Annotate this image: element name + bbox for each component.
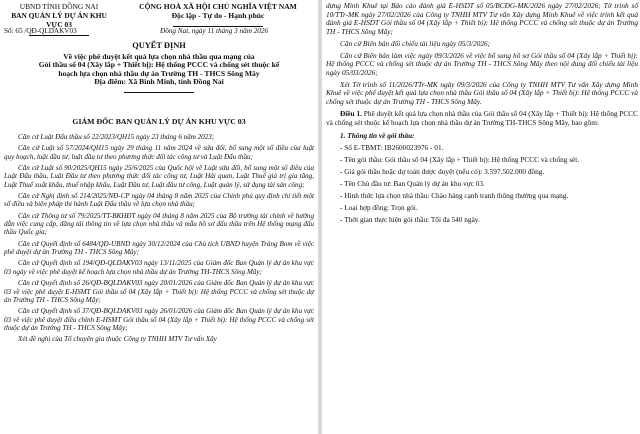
decision-page-2 — [322, 0, 640, 434]
legal-basis-paragraph: Căn cứ Luật Đấu thầu số 22/2023/QH15 ngày 23 tháng 6 năm 2023; — [18, 133, 215, 141]
legal-basis-paragraph: Căn cứ Quyết định số 37/QĐ-BQLDAKV03 ngày 26/01/2026 của Giám đốc Ban Quản lý dự án khu vực 03 về việc phê duyệt điều chỉnh E-HSMT Gói thầu số 04 (Xây lắp + Thiết bị): Hệ thống PCCC và chống sét thuộc dự án Trường TH - THCS Sông Mây; — [4, 307, 314, 332]
title-line-2: Gói thầu số 04 (Xây lắp + Thiết bị): Hệ thống PCCC và chống sét thuộc kế — [38, 60, 280, 70]
director-title: GIÁM ĐỐC BAN QUẢN LÝ DỰ ÁN KHU VỰC 03 — [72, 117, 246, 126]
package-info-item: - Tên Chủ đầu tư: Ban Quản lý dự án khu vực 03. — [340, 179, 485, 189]
package-info-item: - Loại hợp đồng: Trọn gói. — [340, 203, 418, 213]
legal-basis-paragraph: Xét đề nghị của Tổ chuyên gia thuộc Công ty TNHH MTV Tư vấn Xây — [18, 335, 217, 344]
article-text: Phê duyệt kết quả lựa chọn nhà thầu của Gói thầu số 04 (Xây lắp + Thiết bị): Hệ thống PCCC và chống sét thuộc kế hoạch lựa chọn nhà thầu dự án Trường TH-THCS Sông Mây, bao gồm: — [326, 109, 638, 127]
legal-basis-paragraph: Căn cứ Quyết định số 26/QĐ-BQLDAKV03 ngày 20/01/2026 của Giám đốc Ban Quản lý dự án khu vực 03 về việc phê duyệt E-HSMT Gói thầu số 04 (Xây lắp + Thiết bị): Hệ thống PCCC và chống sét thuộc dự án Trường TH - THCS Sông Mây; — [4, 279, 314, 304]
legal-basis-paragraph: Căn cứ Luật số 57/2024/QH15 ngày 29 tháng 11 năm 2024 về sửa đổi, bổ sung một số điều của luật quy hoạch, luật đầu tư, luật đầu tư theo phương thức đối tác công tư và Luật Đấu thầu; — [4, 144, 314, 161]
decision-heading: QUYẾT ĐỊNH — [132, 41, 186, 50]
article-label: Điều 1. — [340, 109, 362, 119]
proposal-paragraph: Căn cứ Biên bản đối chiếu tài liệu ngày 05/3/2026; — [340, 38, 491, 48]
title-underline — [4, 87, 314, 96]
legal-basis-paragraph: Căn cứ Thông tư số 79/2025/TT-BKHĐT ngày 04 tháng 8 năm 2025 của Bộ trưởng tài chính về hướng dẫn việc cung cấp, đăng tải thông tin về lựa chọn nhà thầu và mẫu hồ sơ đấu thầu trên Hệ thống mạng đấu thầu Quốc gia; — [4, 211, 314, 237]
legal-basis-paragraph: Căn cứ Quyết định số 194/QĐ-QLDAKV03 ngày 13/11/2025 của Giám đốc Ban Quản lý dự án khu vực 03 ngày về việc phê duyệt kế hoạch lựa chọn nhà thầu dự án Trường TH-THCS Sông Mây; — [4, 259, 314, 276]
legal-basis-paragraph: Căn cứ Luật số 90/2025/QH15 ngày 25/6/2025 của Quốc hội về Luật sửa đổi, bổ sung một số điều của Luật Đấu thầu, Luật Đầu tư theo phương thức đối tác công tư, Luật Hải quan, Luật Thuế giá trị gia tăng, Luật Thuế xuất khẩu, thuế nhập khẩu, Luật Đầu tư, Luật đầu tư công, Luật quản lý, sử dụng tài sản công; — [4, 164, 314, 189]
decision-title — [4, 42, 314, 96]
reference-number: Số: 65 /QĐ-QLDAKV03 — [4, 27, 77, 35]
title-line-4: Địa điểm: Xã Bình Minh, tỉnh Đồng Nai — [94, 77, 224, 87]
proposal-paragraph: dựng Minh Khuê tại Báo cáo đánh giá E-HSDT số 05/BCĐG-MK/2026 ngày 27/02/2026; Tờ trình số 10/TTr-MK ngày 27/02/2026 của Công ty TNHH MTV Tư vấn Xây dựng Minh Khuê về việc trình kết quả đánh giá E-HSDT Gói thầu số 04 (Xây lắp + Thiết bị): Hệ thống PCCC và chống sét thuộc dự án Trường TH - THCS Sông Mây; — [326, 1, 638, 36]
decision-page-1 — [0, 0, 318, 434]
national-motto-block — [122, 2, 314, 29]
legal-basis-list — [4, 133, 314, 347]
province-name: UBND TỈNH ĐỒNG NAI — [19, 2, 99, 11]
package-info-item: - Thời gian thực hiện gói thầu: Tối đa 540 ngày. — [340, 215, 480, 225]
place-and-date: Đồng Nai, ngày 11 tháng 3 năm 2026 — [160, 27, 269, 35]
decision-content — [326, 2, 638, 228]
motto: Độc lập - Tự do - Hạnh phúc — [171, 11, 265, 20]
proposal-paragraph: Căn cứ Biên bản làm việc ngày 09/3/2026 về việc bổ sung hồ sơ Gói thầu số 04 (Xây lắp + Thiết bị): Hệ thống PCCC và chống sét thuộc dự án Trường TH - THCS Sông Mây theo nội dung đối chiếu tài liệu ngày 05/03/2026; — [326, 50, 638, 77]
title-line-3: hoạch lựa chọn nhà thầu dự án Trường TH - THCS Sông Mây — [58, 68, 260, 78]
legal-basis-paragraph: Căn cứ Nghị định số 214/2025/NĐ-CP ngày 04 tháng 8 năm 2025 của Chính phủ quy định chi tiết một số điều và biện pháp thi hành Luật Đấu thầu về lựa chọn nhà thầu; — [4, 192, 314, 209]
package-info-item: - Hình thức lựa chọn nhà thầu: Chào hàng cạnh tranh thông thường qua mạng. — [340, 191, 569, 201]
proposal-paragraph: Xét Tờ trình số 11/2026/TTr-MK ngày 09/3/2026 của Công ty TNHH MTV Tư vấn Xây dựng Minh Khuê về việc phê duyệt kết quả lựa chọn nhà thầu Gói thầu số 04 (Xây lắp + Thiết bị): Hệ thống PCCC và chống sét thuộc dự án Trường TH - THCS Sông Mây. — [326, 79, 638, 106]
country-name: CỘNG HOÀ XÃ HỘI CHỦ NGHĨA VIỆT NAM — [139, 2, 297, 11]
package-info-item: - Tên gói thầu: Gói thầu số 04 (Xây lắp + Thiết bị): Hệ thống PCCC và chống sét. — [340, 155, 580, 165]
package-info-item: - Số E-TBMT: IB2600023976 - 01. — [340, 143, 444, 153]
package-info-item: - Giá gói thầu hoặc dự toán được duyệt (nếu có): 3.597.502.000 đồng. — [340, 167, 545, 177]
section-heading: 1. Thông tin về gói thầu: — [340, 131, 415, 141]
title-line-1: Về việc phê duyệt kết quả lựa chọn nhà thầu qua mạng của — [63, 51, 255, 61]
article-1 — [326, 110, 638, 127]
agency-name: BAN QUẢN LÝ DỰ ÁN KHU VỰC 03 — [11, 11, 107, 29]
legal-basis-paragraph: Căn cứ Quyết định số 6484/QĐ-UBND ngày 30/12/2024 của Chủ tịch UBND huyện Trảng Bom về việc phê duyệt dự án Trường TH - THCS Sông Mây; — [4, 239, 314, 257]
